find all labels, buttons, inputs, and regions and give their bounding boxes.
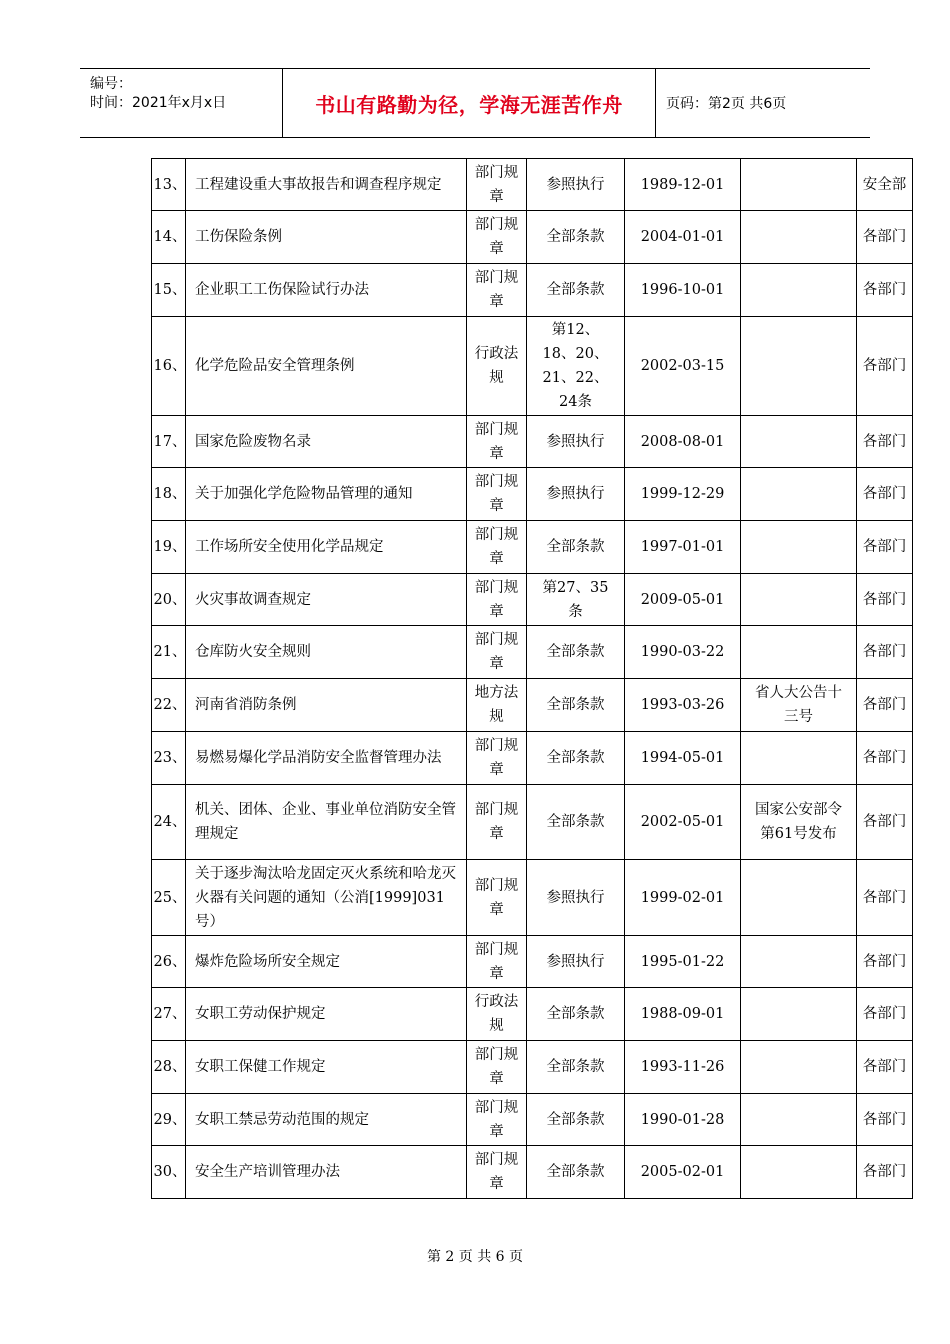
table-cell-department-text: 各部门	[862, 953, 907, 970]
table-cell-department-text: 各部门	[862, 644, 907, 660]
table-cell-type-text: 部门规章	[474, 527, 519, 567]
table-cell-department	[857, 317, 913, 416]
table-cell-number-text: 28、	[153, 1059, 187, 1075]
table-cell-department-text: 安全部	[862, 176, 907, 193]
table-cell-type	[467, 988, 527, 1041]
table-cell-name: 爆炸危险场所安全规定	[186, 936, 467, 988]
table-cell-number-text: 14、	[153, 229, 187, 245]
table-cell-scope-text: 全部条款	[546, 1164, 605, 1180]
table-cell-department	[857, 679, 913, 732]
table-cell-number-text: 19、	[153, 539, 187, 555]
table-cell-number	[152, 264, 186, 317]
table-cell-name: 女职工劳动保护规定	[186, 988, 467, 1041]
table-cell-department-text: 各部门	[862, 539, 907, 555]
table-cell-number	[152, 1041, 186, 1094]
table-cell-type	[467, 416, 527, 468]
table-cell-type	[467, 1146, 527, 1199]
table-cell-type	[467, 679, 527, 732]
table-cell-name: 关于加强化学危险物品管理的通知	[186, 468, 467, 521]
table-cell-department-text: 各部门	[862, 1059, 907, 1075]
table-cell-department-text: 各部门	[862, 433, 907, 450]
table-cell-type-text: 部门规章	[474, 421, 519, 462]
table-cell-scope-text: 全部条款	[546, 750, 605, 766]
table-cell-type	[467, 785, 527, 860]
table-cell-type	[467, 317, 527, 416]
table-cell-name: 女职工禁忌劳动范围的规定	[186, 1094, 467, 1146]
table-row	[152, 679, 913, 732]
table-cell-type-text: 部门规章	[474, 738, 519, 778]
table-cell-department	[857, 936, 913, 988]
table-cell-type	[467, 1041, 527, 1094]
table-cell-date: 1997-01-01	[625, 521, 741, 574]
table-cell-department	[857, 626, 913, 679]
table-cell-date: 1993-03-26	[625, 679, 741, 732]
table-cell-scope-text: 全部条款	[546, 282, 605, 298]
table-row	[152, 860, 913, 936]
table-cell-date: 2008-08-01	[625, 416, 741, 468]
table-cell-type	[467, 468, 527, 521]
table-cell-department-text: 各部门	[862, 486, 907, 502]
table-cell-number-text: 15、	[153, 282, 187, 298]
document-number-label: 编号：	[90, 76, 132, 92]
table-cell-scope-text: 参照执行	[546, 889, 605, 906]
table-cell-scope	[527, 159, 625, 211]
table-cell-note	[741, 521, 857, 574]
table-cell-note	[741, 988, 857, 1041]
table-cell-department-text: 各部门	[862, 282, 907, 298]
table-cell-note	[741, 732, 857, 785]
table-cell-scope	[527, 1094, 625, 1146]
table-cell-name: 工作场所安全使用化学品规定	[186, 521, 467, 574]
table-row	[152, 159, 913, 211]
table-cell-number	[152, 1146, 186, 1199]
table-cell-number-text: 24、	[153, 814, 187, 830]
table-cell-date: 1989-12-01	[625, 159, 741, 211]
table-cell-number	[152, 521, 186, 574]
table-cell-number-text: 30、	[153, 1164, 187, 1180]
table-cell-date: 1999-02-01	[625, 860, 741, 936]
table-cell-type	[467, 860, 527, 936]
table-cell-name: 仓库防火安全规则	[186, 626, 467, 679]
table-cell-scope	[527, 1146, 625, 1199]
table-cell-scope-text: 参照执行	[546, 433, 605, 450]
table-cell-scope	[527, 626, 625, 679]
table-cell-department	[857, 159, 913, 211]
table-cell-number	[152, 860, 186, 936]
table-row	[152, 785, 913, 860]
table-cell-type-text: 部门规章	[474, 877, 519, 918]
table-cell-name: 关于逐步淘汰哈龙固定灭火系统和哈龙灭火器有关问题的通知（公消[1999]031号）	[186, 860, 467, 936]
table-cell-note	[741, 264, 857, 317]
table-cell-scope	[527, 860, 625, 936]
table-cell-note	[741, 860, 857, 936]
table-cell-department	[857, 1094, 913, 1146]
header-page-info: 页码：第2页 共6页	[666, 96, 787, 112]
table-cell-note	[741, 574, 857, 626]
table-row	[152, 1094, 913, 1146]
table-cell-type-text: 部门规章	[474, 164, 519, 205]
table-cell-number-text: 18、	[153, 486, 187, 502]
table-cell-number-text: 29、	[153, 1111, 187, 1128]
table-cell-type-text: 部门规章	[474, 632, 519, 672]
table-cell-name: 河南省消防条例	[186, 679, 467, 732]
table-cell-note	[741, 416, 857, 468]
table-cell-number	[152, 988, 186, 1041]
table-cell-number	[152, 1094, 186, 1146]
table-row	[152, 317, 913, 416]
table-cell-department-text: 各部门	[862, 814, 907, 830]
table-cell-note	[741, 785, 857, 860]
table-cell-scope	[527, 936, 625, 988]
table-cell-department	[857, 1146, 913, 1199]
table-cell-type-text: 部门规章	[474, 474, 519, 514]
table-cell-scope-text: 全部条款	[546, 229, 605, 245]
table-cell-type-text: 部门规章	[474, 1099, 519, 1140]
table-cell-scope-text: 全部条款	[546, 697, 605, 713]
table-cell-type	[467, 521, 527, 574]
table-cell-number-text: 13、	[153, 176, 187, 193]
table-row	[152, 988, 913, 1041]
table-cell-department	[857, 1041, 913, 1094]
table-row	[152, 626, 913, 679]
table-cell-number-text: 17、	[153, 433, 187, 450]
table-cell-scope	[527, 317, 625, 416]
table-cell-note	[741, 679, 857, 732]
table-cell-type-text: 部门规章	[474, 217, 519, 257]
table-cell-scope-text: 全部条款	[546, 1059, 605, 1075]
table-cell-type-text: 行政法规	[474, 994, 519, 1034]
table-cell-date: 1993-11-26	[625, 1041, 741, 1094]
table-cell-scope	[527, 732, 625, 785]
table-cell-date: 2009-05-01	[625, 574, 741, 626]
table-cell-date: 1995-01-22	[625, 936, 741, 988]
table-cell-type	[467, 159, 527, 211]
table-row	[152, 468, 913, 521]
table-cell-type	[467, 626, 527, 679]
table-cell-name: 化学危险品安全管理条例	[186, 317, 467, 416]
table-cell-department-text: 各部门	[862, 750, 907, 766]
table-cell-scope	[527, 468, 625, 521]
table-cell-number-text: 20、	[153, 591, 187, 608]
table-row	[152, 1146, 913, 1199]
table-cell-scope-text: 全部条款	[546, 1006, 605, 1022]
table-cell-date: 1990-03-22	[625, 626, 741, 679]
table-cell-note	[741, 211, 857, 264]
table-row	[152, 521, 913, 574]
table-cell-date: 1994-05-01	[625, 732, 741, 785]
table-cell-note	[741, 936, 857, 988]
table-cell-name: 国家危险废物名录	[186, 416, 467, 468]
table-cell-department	[857, 574, 913, 626]
table-cell-date: 1988-09-01	[625, 988, 741, 1041]
table-cell-name: 易燃易爆化学品消防安全监督管理办法	[186, 732, 467, 785]
table-cell-name: 机关、团体、企业、事业单位消防安全管理规定	[186, 785, 467, 860]
table-row	[152, 416, 913, 468]
table-cell-number	[152, 626, 186, 679]
table-cell-department-text: 各部门	[862, 697, 907, 713]
table-cell-scope	[527, 679, 625, 732]
table-row	[152, 574, 913, 626]
table-cell-date: 2004-01-01	[625, 211, 741, 264]
table-cell-note	[741, 317, 857, 416]
table-cell-type-text: 部门规章	[474, 1152, 519, 1192]
table-cell-type	[467, 1094, 527, 1146]
table-cell-department-text: 各部门	[862, 1111, 907, 1128]
table-cell-scope-text: 第27、35条	[542, 579, 609, 620]
table-cell-scope	[527, 574, 625, 626]
table-cell-note	[741, 626, 857, 679]
table-cell-number-text: 25、	[153, 889, 187, 906]
table-cell-date: 2002-05-01	[625, 785, 741, 860]
table-cell-number	[152, 785, 186, 860]
regulations-table-body	[152, 159, 913, 1199]
table-row	[152, 732, 913, 785]
table-cell-scope-text: 全部条款	[546, 1111, 605, 1128]
table-cell-scope-text: 参照执行	[546, 486, 605, 502]
table-cell-type-text: 行政法规	[474, 346, 519, 386]
regulations-table	[151, 158, 913, 1199]
table-cell-number	[152, 317, 186, 416]
table-cell-scope-text: 全部条款	[546, 644, 605, 660]
table-cell-scope-text: 全部条款	[546, 539, 605, 555]
table-cell-department-text: 各部门	[862, 1164, 907, 1180]
table-cell-name: 工程建设重大事故报告和调查程序规定	[186, 159, 467, 211]
table-cell-scope	[527, 521, 625, 574]
table-row	[152, 1041, 913, 1094]
table-cell-department	[857, 860, 913, 936]
table-cell-number-text: 26、	[153, 953, 187, 970]
table-cell-scope	[527, 1041, 625, 1094]
table-row	[152, 211, 913, 264]
table-cell-department	[857, 211, 913, 264]
table-cell-department	[857, 264, 913, 317]
document-header	[80, 68, 870, 138]
table-cell-number	[152, 211, 186, 264]
table-cell-number	[152, 732, 186, 785]
table-cell-note-text: 国家公安部令第61号发布	[755, 802, 842, 842]
table-cell-scope-text: 参照执行	[546, 953, 605, 970]
table-cell-number-text: 27、	[153, 1006, 187, 1022]
table-cell-scope	[527, 416, 625, 468]
table-cell-department-text: 各部门	[862, 229, 907, 245]
table-cell-type	[467, 211, 527, 264]
header-motto: 书山有路勤为径，学海无涯苦作舟	[283, 69, 656, 137]
table-cell-type-text: 地方法规	[474, 685, 519, 725]
table-cell-type-text: 部门规章	[474, 802, 519, 842]
table-cell-scope	[527, 211, 625, 264]
table-cell-scope-text: 参照执行	[546, 176, 605, 193]
table-cell-number	[152, 936, 186, 988]
table-row	[152, 936, 913, 988]
table-cell-name: 女职工保健工作规定	[186, 1041, 467, 1094]
table-cell-note	[741, 159, 857, 211]
table-cell-scope	[527, 785, 625, 860]
table-cell-department-text: 各部门	[862, 358, 907, 374]
table-cell-number	[152, 159, 186, 211]
table-cell-number	[152, 574, 186, 626]
table-cell-date: 2005-02-01	[625, 1146, 741, 1199]
table-cell-scope	[527, 988, 625, 1041]
table-cell-note	[741, 1146, 857, 1199]
table-cell-department-text: 各部门	[862, 889, 907, 906]
table-cell-number	[152, 679, 186, 732]
table-cell-note	[741, 468, 857, 521]
table-row	[152, 264, 913, 317]
table-cell-note	[741, 1094, 857, 1146]
table-cell-note	[741, 1041, 857, 1094]
table-cell-name: 安全生产培训管理办法	[186, 1146, 467, 1199]
table-cell-date: 1999-12-29	[625, 468, 741, 521]
table-cell-number-text: 21、	[153, 644, 187, 660]
header-meta	[80, 69, 283, 137]
table-cell-scope	[527, 264, 625, 317]
table-cell-type	[467, 264, 527, 317]
table-cell-department-text: 各部门	[862, 591, 907, 608]
table-cell-type-text: 部门规章	[474, 1047, 519, 1087]
table-cell-scope-text: 全部条款	[546, 814, 605, 830]
document-time-label: 时间：2021年x月x日	[90, 95, 227, 111]
table-cell-department	[857, 732, 913, 785]
table-cell-number	[152, 468, 186, 521]
table-cell-department	[857, 785, 913, 860]
table-cell-type	[467, 732, 527, 785]
table-cell-type-text: 部门规章	[474, 579, 519, 620]
table-cell-number-text: 23、	[153, 750, 187, 766]
table-cell-department	[857, 988, 913, 1041]
table-cell-name: 火灾事故调查规定	[186, 574, 467, 626]
table-cell-type	[467, 936, 527, 988]
table-cell-note-text: 省人大公告十三号	[755, 685, 842, 725]
table-cell-department	[857, 416, 913, 468]
table-cell-type-text: 部门规章	[474, 270, 519, 310]
page-footer: 第 2 页 共 6 页	[426, 1249, 524, 1265]
table-cell-number-text: 22、	[153, 697, 187, 713]
table-cell-scope-text: 第12、18、20、21、22、24条	[542, 322, 609, 410]
table-cell-date: 1990-01-28	[625, 1094, 741, 1146]
table-cell-number	[152, 416, 186, 468]
table-cell-department	[857, 468, 913, 521]
table-cell-number-text: 16、	[153, 358, 187, 374]
table-cell-type	[467, 574, 527, 626]
table-cell-date: 1996-10-01	[625, 264, 741, 317]
table-cell-name: 企业职工工伤保险试行办法	[186, 264, 467, 317]
table-cell-date: 2002-03-15	[625, 317, 741, 416]
table-cell-department	[857, 521, 913, 574]
table-cell-type-text: 部门规章	[474, 941, 519, 982]
table-cell-department-text: 各部门	[862, 1006, 907, 1022]
table-cell-name: 工伤保险条例	[186, 211, 467, 264]
